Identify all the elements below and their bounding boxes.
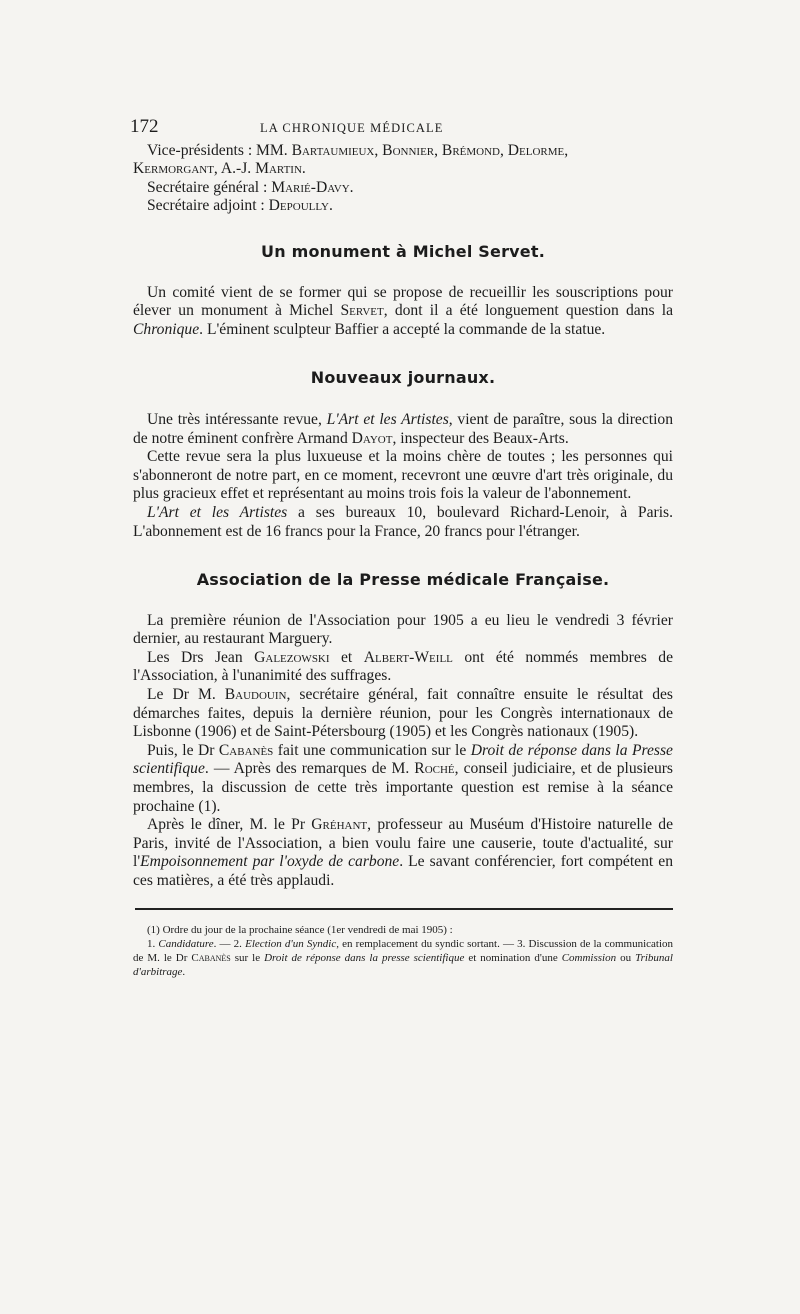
paragraph: La première réunion de l'Association pour 1905 a eu lieu le vendredi 3 février dernier, au restaurant Marguery. — [133, 611, 673, 648]
running-header — [130, 116, 673, 138]
officers-list — [133, 142, 673, 216]
section-heading-association: Association de la Presse médicale Française. — [196, 570, 610, 590]
officer-line: Vice-présidents : MM. Bartaumieux, Bonnier, Brémond, Delorme, — [147, 141, 569, 159]
running-title: LA CHRONIQUE MÉDICALE — [260, 121, 444, 135]
section-heading-journaux: Nouveaux journaux. — [310, 368, 496, 388]
footnote-line: 1. Candidature. — 2. Election d'un Syndic, en remplacement du syndic sortant. — 3. Discussion de la communication de M. le Dr Cabanès sur le Droit de réponse dans la presse scientifique et nomination d'une Commission ou Tribunal d'arbitrage. — [133, 937, 674, 978]
paragraph: Après le dîner, M. le Pr Gréhant, professeur au Muséum d'Histoire naturelle de Paris, invité de l'Association, a bien voulu faire une causerie, toute d'actualité, sur l'Empoisonnement par l'oxyde de carbone. Le savant conférencier, fort compétent en ces matières, a été très applaudi. — [133, 816, 673, 889]
paragraph: Cette revue sera la plus luxueuse et la moins chère de toutes ; les personnes qui s'abonneront de notre part, en ce moment, recevront une œuvre d'art très originale, du plus gracieux effet et représentant au moins trois fois la valeur de l'abonnement. — [133, 448, 673, 503]
paragraph: L'Art et les Artistes a ses bureaux 10, boulevard Richard-Lenoir, à Paris. L'abonnement est de 16 francs pour la France, 20 francs pour l'étranger. — [133, 503, 673, 540]
paragraph: Une très intéressante revue, L'Art et les Artistes, vient de paraître, sous la direction de notre éminent confrère Armand Dayot, inspecteur des Beaux-Arts. — [133, 410, 673, 447]
paragraph: Les Drs Jean Galezowski et Albert-Weill ont été nommés membres de l'Association, à l'unanimité des suffrages. — [133, 648, 673, 685]
document-page — [130, 116, 674, 979]
officer-line: Secrétaire général : Marié-Davy. — [147, 178, 354, 196]
officer-line: Kermorgant, A.-J. Martin. — [133, 160, 306, 178]
officer-line: Secrétaire adjoint : Depoully. — [147, 197, 333, 215]
section-heading-monument: Un monument à Michel Servet. — [261, 241, 545, 261]
footnote-line: (1) Ordre du jour de la prochaine séance (1er vendredi de mai 1905) : — [147, 923, 453, 936]
footnote-divider — [135, 908, 673, 910]
page-number: 172 — [130, 116, 159, 137]
paragraph: Puis, le Dr Cabanès fait une communication sur le Droit de réponse dans la Presse scientifique. — Après des remarques de M. Roché, conseil judiciaire, et de plusieurs membres, la discussion de cette très importante question est remise à la séance prochaine (1). — [133, 741, 674, 815]
footnote — [133, 923, 673, 979]
paragraph: Le Dr M. Baudouin, secrétaire général, fait connaître ensuite le résultat des démarches faites, depuis la dernière réunion, pour les Congrès internationaux de Lisbonne (1906) et de Saint-Pétersbourg (1905) et les Congrès nationaux (1905). — [133, 686, 673, 741]
paragraph: Un comité vient de se former qui se propose de recueillir les souscriptions pour élever un monument à Michel Servet, dont il a été longuement question dans la Chronique. L'éminent sculpteur Baffier a accepté la commande de la statue. — [133, 283, 674, 338]
